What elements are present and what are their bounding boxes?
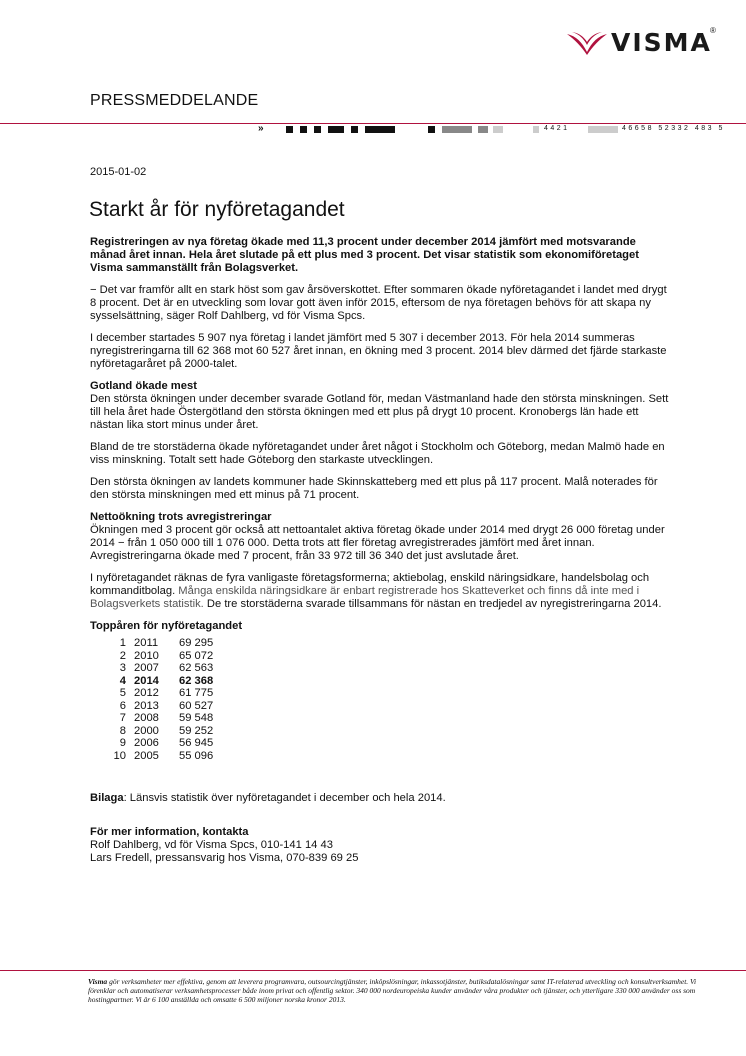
article-body	[90, 236, 670, 865]
footer-text: gör verksamheter mer effektiva, genom att leverera programvara, outsourcingtjänster, inköpslösningar, inkassotjänster, butiksdatalösningar samt IT-relaterad utveckling och konsultverksamhet. Vi förenklar och automatiserar verksamhetsprocesser både inom privat och offentlig sektor. 340 000 nordeuropeiska kunder använder våra produkter och tjänster, och ytterligare 330 000 använder oss som hostingpartner. Vi är 6 100 anställda och omsatte 6 500 miljoner norska kronor 2013.	[88, 977, 697, 1004]
section-heading: Nettoökning trots avregistreringar	[90, 511, 272, 523]
document-type-label: PRESSMEDDELANDE	[90, 92, 259, 109]
contact-line: Lars Fredell, pressansvarig hos Visma, 070-839 69 25	[90, 852, 359, 864]
paragraph: Den största ökningen under december svarade Gotland för, medan Västmanland hade den största minskningen. Sett till hela året hade Östergötland den största ökningen med ett plus på drygt 10 procent. Kronobergs län hade ett nästan lika stort minus under året.	[90, 393, 669, 431]
paragraph: Den största ökningen av landets kommuner hade Skinnskatteberg med ett plus på 117 procent. Malå noterades för den största minskningen med ett minus på 71 procent.	[90, 476, 658, 501]
barcode-number-2: 46658 52332 483 5	[622, 125, 725, 132]
table-row: 8 2000 59 252	[119, 724, 214, 737]
footer-boilerplate	[88, 977, 718, 1004]
paragraph-part: De tre storstäderna svarade tillsammans för nästan en tredjedel av nyregistreringarna 2014.	[203, 598, 662, 610]
table-row: 6 2013 60 527	[119, 699, 214, 712]
registered-mark: ®	[710, 26, 716, 35]
table-row-highlighted: 4 2014 62 368	[119, 674, 214, 687]
footer-brand: Visma	[88, 977, 108, 986]
contact-heading: För mer information, kontakta	[90, 826, 249, 838]
table-row: 9 2006 56 945	[119, 737, 214, 749]
table-row: 5 2012 61 775	[119, 687, 214, 699]
attachment-label: Bilaga	[90, 792, 124, 804]
header-rule	[0, 123, 746, 124]
lead-paragraph: Registreringen av nya företag ökade med 11,3 procent under december 2014 jämfört med motsvarande månad året innan. Hela året slutade på ett plus med 3 procent. Det visar statistik som ekonomiföretaget Visma sammanställt från Bolagsverket.	[90, 236, 639, 274]
table-row: 10 2005 55 096	[113, 749, 214, 762]
brand-wordmark: VISMA	[611, 28, 712, 57]
visma-swoosh-icon	[566, 30, 608, 56]
table-row: 3 2007 62 563	[119, 662, 214, 674]
paragraph-part-gray: Många enskilda näringsidkare är enbart registrerade hos Skatteverket och finns då inte med i Bolagsverkets statistik.	[90, 585, 640, 610]
paragraph: Ökningen med 3 procent gör också att nettoantalet aktiva företag ökade under 2014 med drygt 26 000 företag under 2014 − från 1 050 000 till 1 076 000. Detta trots att fler företag avregistrerades jämfört med året innan. Avregistreringarna ökade med 7 procent, från 33 972 till 36 340 det just avslutade året.	[90, 524, 665, 562]
table-row: 1 2011 69 295	[119, 637, 214, 649]
page-title: Starkt år för nyföretagandet	[89, 198, 345, 221]
visma-logo	[566, 26, 716, 60]
chevron-right-icon: »	[258, 123, 264, 134]
footer-rule	[0, 970, 746, 971]
paragraph-part: I nyföretagandet räknas de fyra vanligaste företagsformerna; aktiebolag, enskild näringsidkare, handelsbolag och kommanditbolag.	[90, 572, 650, 597]
contact-line: Rolf Dahlberg, vd för Visma Spcs, 010-141 14 43	[90, 839, 333, 851]
barcode-number-1: 4421	[544, 125, 570, 132]
contact-block	[90, 826, 670, 865]
paragraph: I december startades 5 907 nya företag i landet jämfört med 5 307 i december 2013. För hela 2014 summeras nyregistreringarna till 62 368 mot 60 527 året innan, en ökning med 3 procent. 2014 blev därmed det fjärde starkaste nyföretagaråret på 2000-talet.	[90, 332, 667, 370]
table-row: 7 2008 59 548	[119, 712, 214, 724]
paragraph: − Det var framför allt en stark höst som gav årsöverskottet. Efter sommaren ökade nyföretagandet i landet med drygt 8 procent. Det är en utveckling som lovar gott även inför 2015, eftersom de nya företagen behövs för att skapa ny sysselsättning, säger Rolf Dahlberg, vd för Visma Spcs.	[90, 284, 667, 322]
release-date: 2015-01-02	[90, 166, 147, 178]
table-row: 2 2010 65 072	[119, 649, 214, 662]
top-years-table	[110, 637, 213, 762]
attachment-note	[90, 792, 670, 805]
attachment-text: : Länsvis statistik över nyföretagandet i december och hela 2014.	[123, 792, 446, 804]
paragraph: Bland de tre storstäderna ökade nyföretagandet under året något i Stockholm och Göteborg, medan Malmö hade en viss minskning. Totalt sett hade Göteborg den starkaste utvecklingen.	[90, 441, 665, 466]
section-heading: Gotland ökade mest	[90, 380, 197, 392]
top-years-heading: Toppåren för nyföretagandet	[90, 620, 243, 632]
paragraph	[90, 572, 670, 611]
